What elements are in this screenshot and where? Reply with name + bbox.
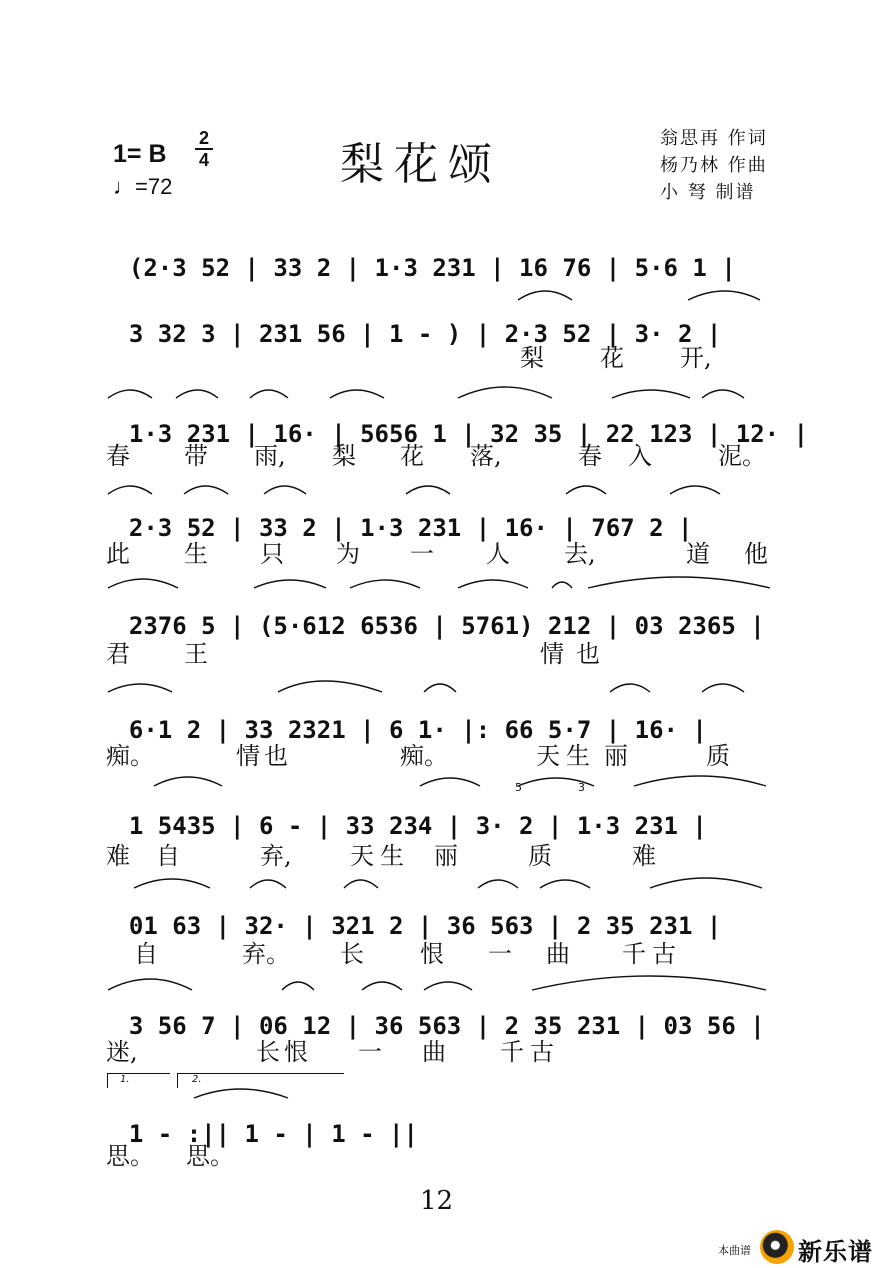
lyric: 为 (336, 540, 360, 568)
lyric: 开, (680, 344, 712, 372)
lyric: 思。 (186, 1142, 234, 1170)
grace-note: 3 (578, 781, 585, 794)
row-notes: 3 56 7 | 06 12 | 36 563 | 2 35 231 | 03 56 | (128, 1012, 765, 1040)
row-notes: 1 5435 | 6 - | 33 234 | 3· 2 | 1·3 231 | (128, 812, 707, 840)
slur (108, 486, 152, 494)
row-notes: (2·3 52 | 33 2 | 1·3 231 | 16 76 | 5·6 1 | (128, 254, 736, 282)
slur (250, 390, 288, 398)
lyric: 王 (184, 640, 208, 668)
row-notes: 01 63 | 32· | 321 2 | 36 563 | 2 35 231 | (128, 912, 722, 940)
slur (566, 486, 606, 494)
slur (176, 390, 218, 398)
slur (194, 1089, 288, 1098)
slur (264, 486, 306, 494)
lyric: 落, (470, 442, 502, 470)
lyric: 天 (350, 842, 374, 870)
credit-arranger: 小 弩 制谱 (660, 182, 756, 203)
lyric: 雨, (254, 442, 286, 470)
lyric: 去, (564, 540, 596, 568)
slur (108, 579, 178, 588)
lyric: 情 (540, 640, 564, 668)
lyric: 痴。 (106, 742, 154, 770)
lyric: 自 (156, 842, 180, 870)
slur (540, 880, 590, 888)
lyric: 花 (600, 344, 624, 372)
lyric: 一 (488, 940, 512, 968)
slur (458, 580, 528, 588)
lyric: 泥。 (718, 442, 766, 470)
lyric: 只 (260, 540, 284, 568)
page-number: 12 (420, 1186, 454, 1216)
slur (420, 778, 480, 786)
volta-label: 1. (120, 1074, 130, 1085)
credit-lyricist: 翁思再 作词 (660, 128, 768, 149)
lyric: 君 (106, 640, 130, 668)
slur (518, 778, 594, 786)
slur (532, 976, 766, 990)
row-notes: 1 - :|| 1 - | 1 - || (128, 1120, 418, 1148)
song-title: 梨花颂 (340, 139, 502, 190)
lyric: 古 (652, 940, 676, 968)
slur (552, 582, 572, 588)
slur (458, 387, 552, 398)
lyric: 长 (340, 940, 364, 968)
brand-logo-text: 新乐谱 (798, 1238, 873, 1266)
slur (108, 390, 152, 398)
slur (424, 982, 472, 990)
lyric: 人 (486, 540, 510, 568)
slur (362, 982, 402, 990)
slur (350, 580, 420, 588)
lyric: 难 (106, 842, 130, 870)
slur (478, 880, 518, 888)
slur (518, 291, 572, 300)
vinyl-record-icon (760, 1230, 794, 1264)
row-notes: 6·1 2 | 33 2321 | 6 1· |: 66 5·7 | 16· | (128, 716, 707, 744)
time-signature-top: 2 (198, 128, 209, 148)
tempo-marking: ♩=72 (113, 174, 173, 199)
lyric: 带 (184, 442, 208, 470)
lyric: 弃。 (242, 940, 290, 968)
lyric: 生 (184, 540, 208, 568)
lyric: 痴。 (400, 742, 448, 770)
lyric: 也 (576, 640, 600, 668)
credit-composer: 杨乃林 作曲 (660, 155, 768, 176)
slur (282, 982, 314, 990)
lyric: 恨 (284, 1038, 308, 1066)
slur (184, 486, 228, 494)
slur (688, 291, 760, 300)
lyric: 天 (536, 742, 560, 770)
lyric: 古 (530, 1038, 554, 1066)
lyric: 质 (706, 742, 730, 770)
lyric: 春 (578, 442, 602, 470)
slur (588, 577, 770, 588)
lyric: 弃, (260, 842, 292, 870)
slur (250, 880, 286, 888)
lyric: 梨 (520, 344, 544, 372)
slur (634, 776, 766, 786)
slur (650, 878, 762, 888)
footer-source-label: 本曲谱 (718, 1244, 751, 1257)
lyric: 迷, (106, 1038, 138, 1066)
lyric: 千 (622, 940, 646, 968)
row-notes: 2376 5 | (5·612 6536 | 5761) 212 | 03 2365 | (128, 612, 765, 640)
lyric: 丽 (434, 842, 458, 870)
lyric: 丽 (604, 742, 628, 770)
lyric: 梨 (332, 442, 356, 470)
slur (134, 879, 210, 888)
volta-label: 2. (192, 1074, 202, 1085)
grace-note: 5 (515, 781, 522, 794)
row-notes: 3 32 3 | 231 56 | 1 - ) | 2·3 52 | 3· 2 | (128, 320, 722, 348)
lyric: 一 (358, 1038, 382, 1066)
lyric: 一 (410, 540, 434, 568)
lyric: 花 (400, 442, 424, 470)
slur (406, 486, 450, 494)
time-signature-bottom: 4 (198, 150, 209, 170)
lyric: 曲 (546, 940, 570, 968)
row-notes: 2·3 52 | 33 2 | 1·3 231 | 16· | 767 2 | (128, 514, 693, 542)
lyric: 长 (256, 1038, 280, 1066)
lyric: 也 (264, 742, 288, 770)
slur (702, 390, 744, 398)
lyric: 此 (106, 540, 130, 568)
lyric: 思。 (106, 1142, 154, 1170)
lyric: 自 (134, 940, 158, 968)
slur (154, 777, 222, 786)
slur (108, 979, 192, 990)
lyric: 质 (528, 842, 552, 870)
slur (330, 390, 384, 398)
slur (344, 880, 378, 888)
lyric: 入 (628, 442, 652, 470)
lyric: 恨 (420, 940, 444, 968)
slur (424, 684, 456, 692)
slur (278, 681, 382, 692)
lyric: 生 (566, 742, 590, 770)
lyric: 道 (686, 540, 710, 568)
lyric: 他 (744, 540, 768, 568)
slur (702, 684, 744, 692)
slur (108, 684, 172, 692)
lyric: 生 (380, 842, 404, 870)
lyric: 情 (236, 742, 260, 770)
slur (254, 580, 326, 588)
row-notes: 1·3 231 | 16· | 5656 1 | 32 35 | 22 123 | 12· | (128, 420, 809, 448)
lyric: 千 (500, 1038, 524, 1066)
lyric: 春 (106, 442, 130, 470)
slur (610, 684, 650, 692)
key-signature: 1= B (113, 140, 167, 168)
lyric: 曲 (422, 1038, 446, 1066)
lyric: 难 (632, 842, 656, 870)
slur (670, 486, 720, 494)
slur (612, 390, 690, 398)
